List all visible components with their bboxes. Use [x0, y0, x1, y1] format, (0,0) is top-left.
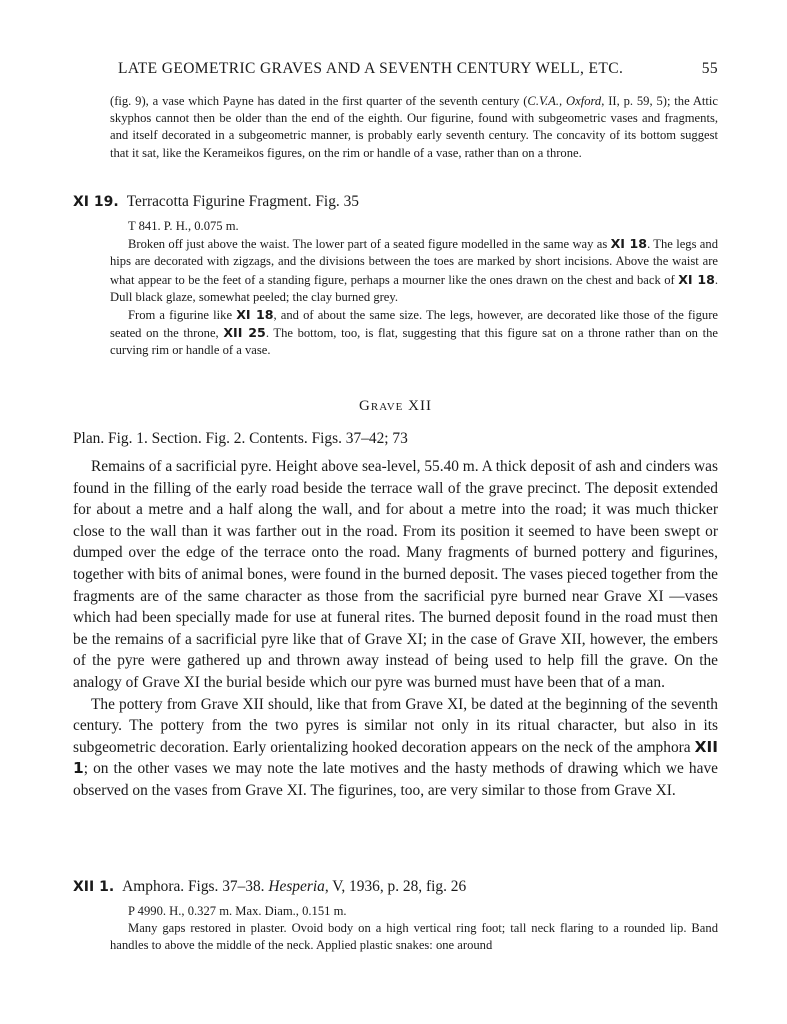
comparison-paragraph: From a figurine like XI 18, and of about the same size. The legs, however, are decorated like those of the figure seated on the throne, XII 25. The bottom, too, is flat, suggesting that this figure sat on a throne rather than on the curving rim or handle of a vase.: [110, 307, 718, 358]
body-paragraph: Remains of a sacrificial pyre. Height above sea-level, 55.40 m. A thick deposit of ash and cinders was found in the filling of the early road beside the terrace wall of the grave precinct. The deposit extended for about a metre and a half along the wall, and for about a metre into the road; it was much thicker close to the wall than it was farther out in the road. From its position it seemed to have been swept or dumped over the edge of the terrace onto the road. Many fragments of burned pottery and figurines, together with bits of animal bones, were found in the burned deposit. The vases pieced together from the fragments are of the same character as those from the sacrificial pyre burned near Grave XI —vases which had been specially made for use at funeral rites. The burned deposit found in the road must then be the remains of a sacrificial pyre like that of Grave XI; in the case of Grave XII, however, the embers of the pyre were gathered up and thrown away instead of being used to help fill the grave. On the analogy of Grave XI the burial beside which our pyre was burned must have been that of a man.: [73, 458, 718, 691]
intro-paragraph: (fig. 9), a vase which Payne has dated in the first quarter of the seventh century (C.V.A., Oxford, II, p. 59, 5); the Attic skyphos cannot then be older than the end of the eighth. Our figurine, found with subgeometric vases and fragments, and itself decorated in a subgeometric manner, is probably early seventh century. The concavity of its bottom suggest that it sat, like the Kerameikos figures, on the rim or handle of a vase, rather than on a throne.: [110, 94, 719, 160]
inventory-line: P 4990. H., 0.327 m. Max. Diam., 0.151 m.: [128, 904, 347, 918]
plan-line: Plan. Fig. 1. Section. Fig. 2. Contents. Figs. 37–42; 73: [73, 430, 408, 447]
description-paragraph: Broken off just above the waist. The lower part of a seated figure modelled in the same way as XI 18. The legs and hips are decorated with zigzags, and the divisions between the toes are marked by short incisions. Above the waist are what appear to be the feet of a standing figure, perhaps a mourner like the ones drawn on the chest and back of XI 18. Dull black glaze, somewhat peeled; the clay burned grey.: [110, 236, 718, 304]
catalogue-heading-xii1: XII 1. Amphora. Figs. 37–38. Hesperia, V, 1936, p. 28, fig. 26: [73, 878, 467, 895]
citation-cva: C.V.A., Oxford: [527, 94, 602, 108]
section-heading: Grave XII: [359, 398, 432, 414]
catalogue-number: XII 1.: [73, 879, 115, 895]
description-paragraph: Many gaps restored in plaster. Ovoid body on a high vertical ring foot; tall neck flaring to a rounded lip. Band handles to above the middle of the neck. Applied plastic snakes: one around: [110, 921, 718, 953]
catalogue-heading-xi19: [73, 193, 359, 211]
catalogue-number: XI 19.: [73, 194, 119, 210]
page-number: 55: [701, 60, 718, 77]
running-head: [118, 60, 718, 78]
catalogue-title: Terracotta Figurine Fragment. Fig. 35: [126, 193, 359, 210]
citation-hesperia: Hesperia: [268, 878, 325, 895]
grave-description: [73, 456, 718, 802]
inventory-line: T 841. P. H., 0.075 m.: [128, 219, 239, 233]
catalogue-entry-xi19: [110, 218, 718, 360]
body-paragraph: The pottery from Grave XII should, like that from Grave XI, be dated at the beginning of the seventh century. The pottery from the two pyres is similar not only in its ritual character, but also in its subgeometric decoration. Early orientalizing hooked decoration appears on the neck of the amphora XII 1; on the other vases we may note the late motives and the hasty methods of drawing which we have observed on the vases from Grave XI. The figurines, too, are very similar to those from Grave XI.: [73, 695, 718, 799]
running-head-title: LATE GEOMETRIC GRAVES AND A SEVENTH CENTURY WELL, ETC.: [118, 60, 624, 77]
catalogue-entry-xii1: [110, 903, 718, 955]
